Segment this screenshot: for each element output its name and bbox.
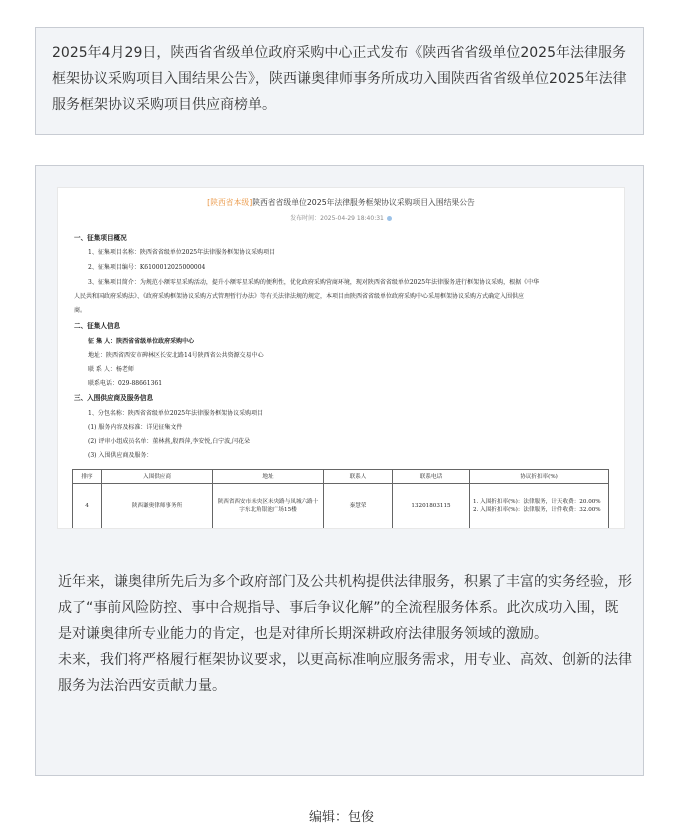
section-heading: 二、征集人信息	[74, 322, 121, 330]
intro-box	[35, 27, 644, 135]
contact-cell: 秦慧荣	[324, 484, 393, 529]
publish-time-text: 发布时间：2025-04-29 18:40:31	[290, 215, 384, 222]
publish-time	[58, 213, 624, 222]
notice-line: 征 集 人：陕西省省级单位政府采购中心	[88, 338, 195, 345]
notice-line: 3、征集项目简介：为规范小额零星采购活动，提升小额零星采购的便利性，优化政府采购营商环境，现对陕西省省级单位2025年法律服务进行框架协议采购，根据《中华	[88, 279, 540, 286]
column-header: 联系电话	[393, 470, 470, 484]
notice-line: 1、分包名称：陕西省省级单位2025年法律服务框架协议采购项目	[88, 410, 264, 417]
notice-line: (1) 服务内容及标准：详见征集文件	[88, 424, 183, 431]
body-paragraph: 近年来，谦奥律所先后为多个政府部门及公共机构提供法律服务，积累了丰富的实务经验，形成了“事前风险防控、事中合规指导、事后争议化解”的全流程服务体系。此次成功入围，既是对谦奥律所专业能力的肯定，也是对律所长期深耕政府法律服务领域的激励。	[58, 574, 632, 642]
editor-credit: 编辑：包俊	[308, 810, 374, 825]
address-cell: 陕西省西安市未央区未央路与凤城六路十字东北角银池广场15楼	[213, 484, 324, 529]
column-header: 入围供应商	[102, 470, 213, 484]
column-header: 地址	[213, 470, 324, 484]
intro-paragraph: 2025年4月29日，陕西省省级单位政府采购中心正式发布《陕西省省级单位2025年法律服务框架协议采购项目入围结果公告》，陕西谦奥律师事务所成功入围陕西省省级单位2025年法律服务框架协议采购项目供应商榜单。	[52, 45, 627, 113]
notice-line: 1、征集项目名称：陕西省省级单位2025年法律服务框架协议采购项目	[88, 249, 276, 256]
table-row	[73, 484, 609, 529]
section-heading: 一、征集项目概况	[74, 234, 127, 242]
notice-line: 地址：陕西省西安市碑林区长安北路14号陕西省公共资源交易中心	[88, 352, 264, 359]
notice-line: 联系电话：029-88661361	[88, 380, 163, 387]
notice-line: (3) 入围供应商及服务：	[88, 452, 153, 459]
notice-title-text: 陕西省省级单位2025年法律服务框架协议采购项目入围结果公告	[252, 198, 475, 207]
announcement-screenshot	[58, 188, 624, 528]
section-heading: 三、入围供应商及服务信息	[74, 394, 154, 402]
main-content-box	[35, 165, 644, 776]
body-paragraph: 未来，我们将严格履行框架协议要求，以更高标准响应服务需求，用专业、高效、创新的法律服务为法治西安贡献力量。	[58, 652, 632, 694]
region-tag: [陕西省本级]	[207, 198, 253, 207]
notice-title	[58, 197, 624, 208]
info-icon	[387, 216, 392, 221]
notice-line: (2) 评审小组成员名单：董林燕,殷西萍,李安悦,白宁波,闫花朵	[88, 438, 251, 445]
table-header-row	[73, 470, 609, 484]
phone-cell: 13201803115	[393, 484, 470, 529]
notice-line: 联 系 人：杨老师	[88, 366, 134, 373]
rank-cell: 4	[73, 484, 102, 529]
column-header: 排序	[73, 470, 102, 484]
discount-rate-cell	[470, 484, 609, 529]
article-body	[58, 569, 632, 699]
discount-rate-piece: 2. 入围折扣率(%)：法律服务，计件收费：32.00%	[473, 507, 601, 513]
award-table	[72, 469, 609, 528]
column-header: 协议折扣率(%)	[470, 470, 609, 484]
notice-line: 2、征集项目编号：K6100012025000004	[88, 264, 206, 271]
column-header: 联系人	[324, 470, 393, 484]
supplier-cell: 陕西谦奥律师事务所	[102, 484, 213, 529]
notice-line: 商。	[74, 307, 87, 314]
discount-rate-day: 1. 入围折扣率(%)：法律服务，计天收费：20.00%	[473, 499, 601, 505]
notice-line: 人民共和国政府采购法》、《政府采购框架协议采购方式管理暂行办法》等有关法律法规的规定，本项目由陕西省省级单位政府采购中心采用框架协议采购方式确定入围供应	[74, 293, 525, 300]
